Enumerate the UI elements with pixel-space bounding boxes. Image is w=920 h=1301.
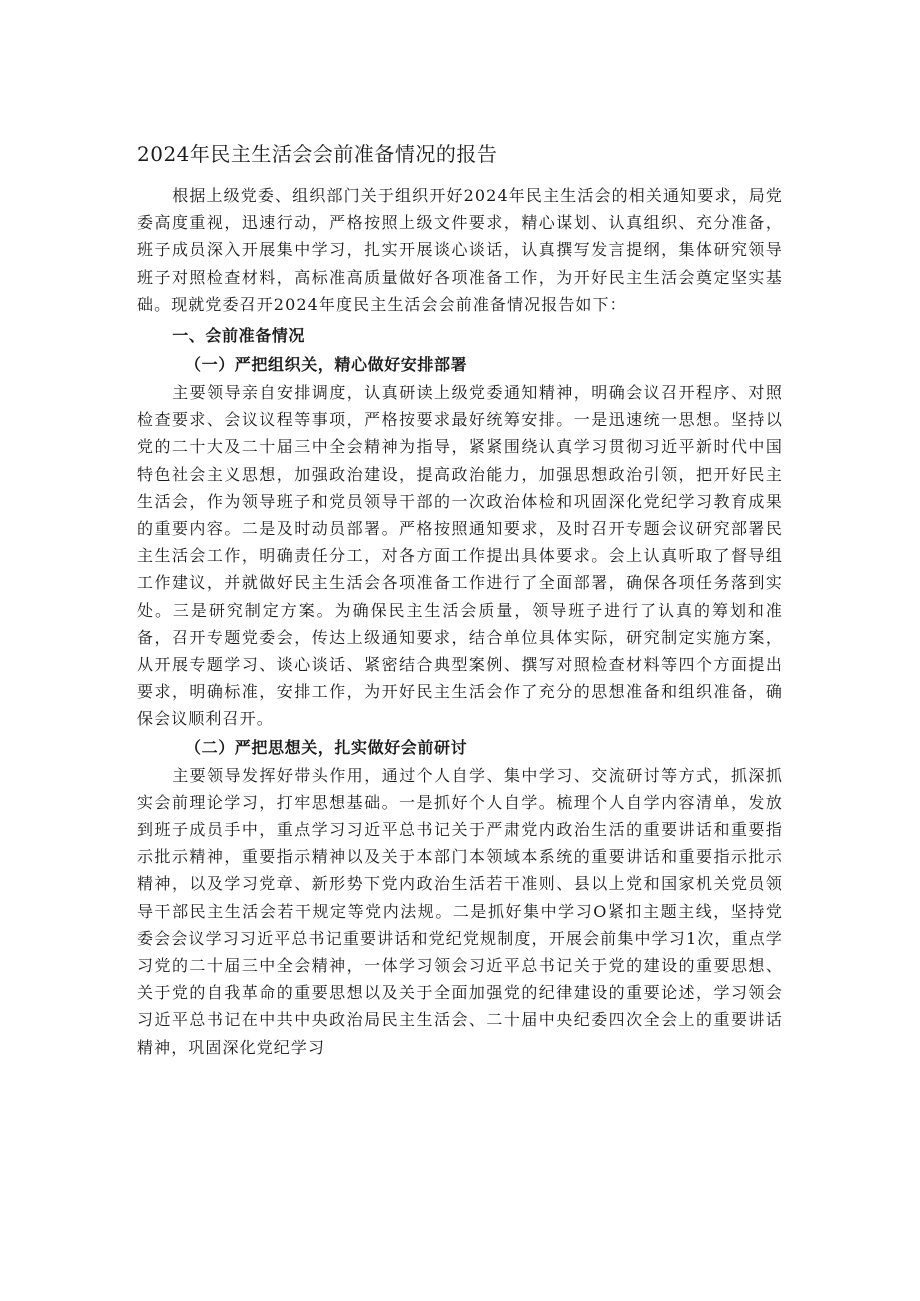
subsection-2-paragraph: 主要领导发挥好带头作用，通过个人自学、集中学习、交流研讨等方式，抓深抓实会前理论学习，打牢思想基础。一是抓好个人自学。梳理个人自学内容清单，发放到班子成员手中，重点学习习近平总书记关于严肃党内政治生活的重要讲话和重要指示批示精神，重要指示精神以及关于本部门本领域本系统的重要讲话和重要指示批示精神，以及学习党章、新形势下党内政治生活若干准则、县以上党和国家机关党员领导干部民主生活会若干规定等党内法规。二是抓好集中学习O紧扣主题主线，坚持党委会会议学习习近平总书记重要讲话和党纪党规制度，开展会前集中学习1次，重点学习党的二十届三中全会精神，一体学习领会习近平总书记关于党的建设的重要思想、关于党的自我革命的重要思想以及关于全面加强党的纪律建设的重要论述，学习领会习近平总书记在中共中央政治局民主生活会、二十届中央纪委四次全会上的重要讲话精神，巩固深化党纪学习 (137, 765, 783, 1057)
document-body (137, 182, 783, 1061)
subsection-heading-1: （一）严把组织关，精心做好安排部署 (185, 355, 468, 375)
subsection-heading-2: （二）严把思想关，扎实做好会前研讨 (185, 737, 468, 757)
document-title: 2024年民主生活会会前准备情况的报告 (137, 142, 498, 166)
intro-paragraph: 根据上级党委、组织部门关于组织开好2024年民主生活会的相关通知要求，局党委高度重视，迅速行动，严格按照上级文件要求，精心谋划、认真组织、充分准备，班子成员深入开展集中学习，扎实开展谈心谈话，认真撰写发言提纲，集体研究领导班子对照检查材料，高标准高质量做好各项准备工作，为开好民主生活会奠定坚实基础。现就党委召开2024年度民主生活会会前准备情况报告如下： (137, 186, 783, 314)
subsection-1-paragraph: 主要领导亲自安排调度，认真研读上级党委通知精神，明确会议召开程序、对照检查要求、会议议程等事项，严格按要求最好统筹安排。一是迅速统一思想。坚持以党的二十大及二十届三中全会精神为指导，紧紧围绕认真学习贯彻习近平新时代中国特色社会主义思想，加强政治建设，提高政治能力，加强思想政治引领，把开好民主生活会，作为领导班子和党员领导干部的一次政治体检和巩固深化党纪学习教育成果的重要内容。二是及时动员部署。严格按照通知要求，及时召开专题会议研究部署民主生活会工作，明确责任分工，对各方面工作提出具体要求。会上认真听取了督导组工作建议，并就做好民主生活会各项准备工作进行了全面部署，确保各项任务落到实处。三是研究制定方案。为确保民主生活会质量，领导班子进行了认真的筹划和准备，召开专题党委会，传达上级通知要求，结合单位具体实际，研究制定实施方案，从开展专题学习、谈心谈话、紧密结合典型案例、撰写对照检查材料等四个方面提出要求，明确标准，安排工作，为开好民主生活会作了充分的思想准备和组织准备，确保会议顺利召开。 (137, 383, 783, 729)
section-heading-1: 一、会前准备情况 (172, 326, 305, 346)
